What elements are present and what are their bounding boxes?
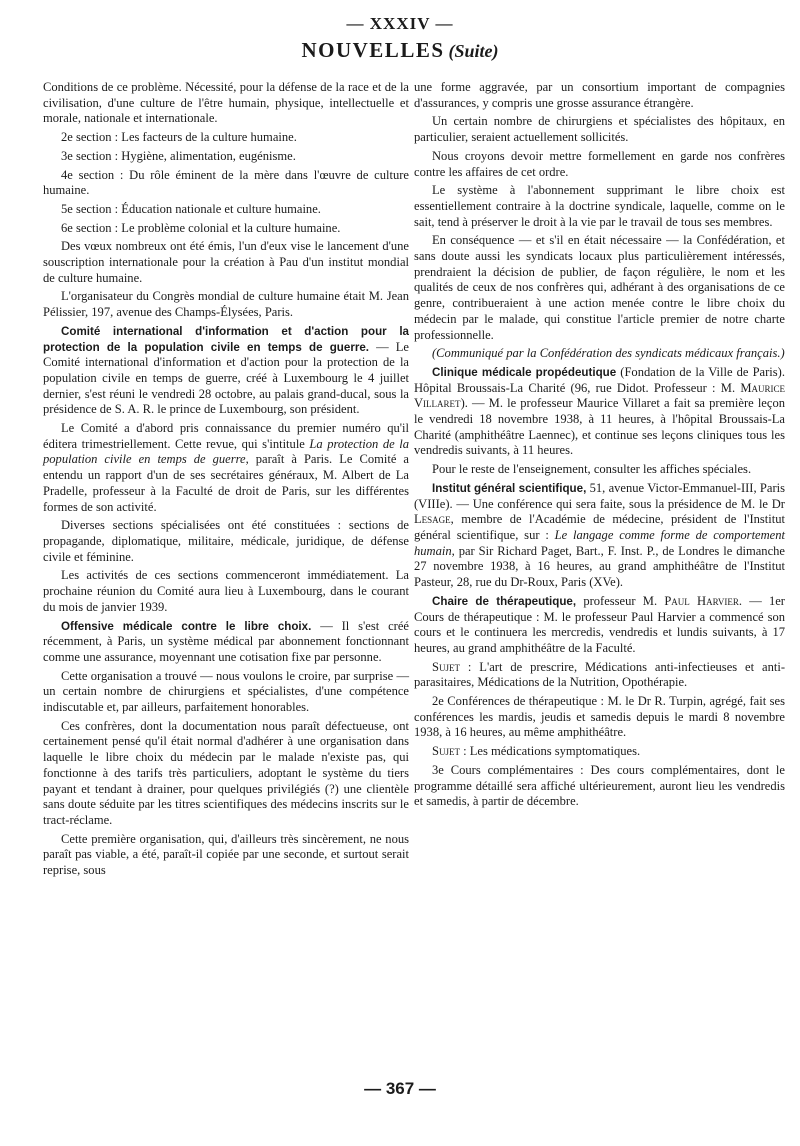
paragraph	[414, 744, 785, 760]
text-run: : Les médications symptomatiques.	[459, 744, 641, 759]
news-heading: Chaire de thérapeutique,	[432, 594, 577, 608]
news-body: — Le Comité international d'information et d'action pour la protection de la population civile en temps de guerre, créé à Luxembourg le 4 juillet dernier, s'est réuni le vendredi 28 octobre, au palais grand-ducal, sous la présidence de S. A. R. le prince de Luxembourg, son président.	[43, 339, 409, 417]
right-column	[414, 80, 785, 813]
paragraph: 2e Conférences de thérapeutique : M. le Dr R. Turpin, agrégé, fait ses conférences les mardis, jeudis et samedis depuis le mardi 8 novembre 1938, à 16 heures, au même amphithéâtre.	[414, 694, 785, 740]
paragraph: Ces confrères, dont la documentation nous paraît défectueuse, ont certainement pensé qu'il était normal d'adhérer à une organisation dans laquelle le libre choix du médecin par le malade n'existe pas, qui fonctionne à des tarifs très particuliers, adoptant le système du tiers payant et tendant à drainer, pour quelques privilégiés (?) une clientèle sans doute séduite par les titres scientifiques des médecins inscrits sur le tract-réclame.	[43, 718, 409, 827]
page-number: — 367 —	[364, 1079, 436, 1098]
text-run: paraît à Paris. Le Comité a entendu un rapport d'un de ses secrétaires généraux, M. Albert de La Pradelle, professeur à la Faculté de droit de Paris, sur les différentes formes de son activité.	[43, 452, 409, 514]
paragraph: Pour le reste de l'enseignement, consulter les affiches spéciales.	[432, 462, 752, 477]
paragraph: En conséquence — et s'il en était nécessaire — la Confédération, et sans doute aussi les syndicats locaux plus particulièrement intéressés, prendraient la décision de publier, de façon régulière, le nom et les qualités de ceux de nos confrères qui, adhérant à des organisations de ce genre, contribueraient à une action menée contre le libre choix du médecin par le malade, qui constitue l'article premier de notre charte professionnelle.	[414, 233, 785, 342]
paragraph	[43, 421, 409, 515]
subject-label: Sujet	[432, 744, 460, 759]
paragraph: Cette première organisation, qui, d'ailleurs très sincèrement, ne nous paraît pas viable, a été, paraît-il copiée par une seconde, et surtout serait reprise, sous	[43, 831, 409, 878]
left-column	[43, 80, 409, 882]
section-title	[0, 37, 800, 64]
news-item	[43, 324, 409, 418]
paragraph: Des vœux nombreux ont été émis, l'un d'eux vise le lancement d'une souscription internationale pour la création à Pau d'un institut mondial de culture humaine.	[43, 239, 409, 285]
news-heading: Comité international d'information et d'action pour la protection de la population civile en temps de guerre.	[43, 324, 409, 354]
text-run: Le Comité a d'abord pris connaissance du premier numéro qu'il éditera trimestriellement. Cette revue, qui s'intitule	[43, 421, 409, 451]
page-header	[0, 14, 800, 64]
paragraph: L'organisateur du Congrès mondial de culture humaine était M. Jean Pélissier, 197, avenue des Champs-Élysées, Paris.	[43, 289, 409, 320]
section-item: 4e section : Du rôle éminent de la mère dans l'œuvre de culture humaine.	[43, 167, 409, 198]
paragraph: Conditions de ce problème. Nécessité, pour la défense de la race et de la civilisation, d'une culture de l'être humain, physique, intellectuelle et morale, nationale et internationale.	[43, 80, 409, 126]
subject-label: Sujet	[432, 659, 460, 674]
text-run: par Sir Richard Paget, Bart., F. Inst. P., de Londres le dimanche 27 novembre 1938, à 16 heures, au grand amphithéâtre de l'Institut Pasteur, 28, rue du Dr-Roux, Paris (XVe).	[414, 543, 785, 590]
section-item: 6e section : Le problème colonial et la culture humaine.	[61, 220, 341, 235]
paragraph: Diverses sections spécialisées ont été constituées : sections de propagande, diplomatique, militaire, médicale, juridique, de défense civile et féminine.	[43, 518, 409, 564]
attribution: (Communiqué par la Confédération des syndicats médicaux français.)	[432, 346, 785, 361]
person-name: Paul Harvier	[664, 593, 739, 608]
text-run: . — 1er Cours de thérapeutique : M. le professeur Paul Harvier a commencé son cours et le continuera les mercredis, vendredis et lundis suivants, à 17 heures, au grand amphithéâtre de la Faculté.	[414, 593, 785, 655]
news-body: — Il s'est créé récemment, à Paris, un système médical par abonnement fonctionnant comme une assurance, moyennant une cotisation fixe par personne.	[43, 618, 409, 664]
lecture-title: Le langage comme forme de comportement humain,	[414, 527, 786, 558]
person-name: Lesage	[414, 512, 451, 527]
paragraph: Un certain nombre de chirurgiens et spécialistes des hôpitaux, en particulier, seraient actuellement sollicités.	[414, 114, 785, 145]
paragraph	[414, 660, 785, 691]
paragraph: Cette organisation a trouvé — nous voulons le croire, par surprise — un certain nombre de chirurgiens et spécialistes, d'une compétence indiscutable et, par ailleurs, parfaitement honorables.	[43, 668, 409, 715]
news-heading: Institut général scientifique,	[432, 481, 587, 495]
text-run: professeur M.	[583, 593, 658, 608]
text-run: (Fondation de la Ville de Paris). Hôpital Broussais-La Charité (96, rue Didot. Professeur : M.	[414, 364, 785, 395]
paragraph: une forme aggravée, par un consortium important de compagnies d'assurances, y compris une grosse assurance étrangère.	[414, 80, 785, 110]
paragraph: Nous croyons devoir mettre formellement en garde nos confrères contre les affaires de cet ordre.	[414, 148, 785, 179]
news-item	[414, 365, 785, 459]
news-item	[43, 619, 409, 666]
text-run: 51, avenue Victor-Emmanuel-III, Paris (VIIIe). — Une conférence qui sera faite, sous la présidence de M. le Dr	[414, 480, 786, 511]
roman-page-number: — XXXIV —	[346, 14, 454, 33]
news-item	[414, 594, 785, 657]
news-heading: Clinique médicale propédeutique	[432, 365, 617, 379]
paragraph: 3e Cours complémentaires : Des cours complémentaires, dont le programme détaillé sera affiché ultérieurement, auront lieu les vendredis et samedis, à partir de décembre.	[414, 762, 785, 809]
text-run: : L'art de prescrire, Médications anti-infectieuses et anti-parasitaires, Médications de la Nutrition, Opothérapie.	[414, 659, 785, 690]
paragraph: Les activités de ces sections commenceront immédiatement. La prochaine réunion du Comité aura lieu à Luxembourg, dans le courant du mois de janvier 1939.	[43, 568, 409, 614]
section-title-suite: (Suite)	[448, 41, 499, 61]
section-item: 3e section : Hygiène, alimentation, eugénisme.	[61, 148, 296, 163]
journal-title: La protection de la population civile en temps de guerre,	[43, 436, 409, 467]
news-item	[414, 481, 785, 591]
section-item: 2e section : Les facteurs de la culture humaine.	[61, 130, 297, 145]
text-run: , membre de l'Académie de médecine, président de l'Institut général scientifique, sur :	[414, 512, 785, 542]
person-name: Maurice Villaret	[414, 380, 785, 411]
news-heading: Offensive médicale contre le libre choix.	[61, 619, 312, 633]
paragraph: Le système à l'abonnement supprimant le libre choix est essentiellement contraire à la doctrine syndicale, laquelle, comme on le sait, tend à préserver le droit à la vie par le travail de tous ses membres.	[414, 183, 785, 229]
section-title-text: NOUVELLES	[301, 38, 445, 62]
section-item: 5e section : Éducation nationale et culture humaine.	[61, 201, 321, 216]
text-run: ). — M. le professeur Maurice Villaret a fait sa première leçon le vendredi 18 novembre 1938, à 11 heures, à l'hôpital Broussais-La Charité (amphithéâtre Laennec), et continue ses leçons cliniques tous les vendredis suivants, à 11 heures.	[414, 396, 785, 458]
